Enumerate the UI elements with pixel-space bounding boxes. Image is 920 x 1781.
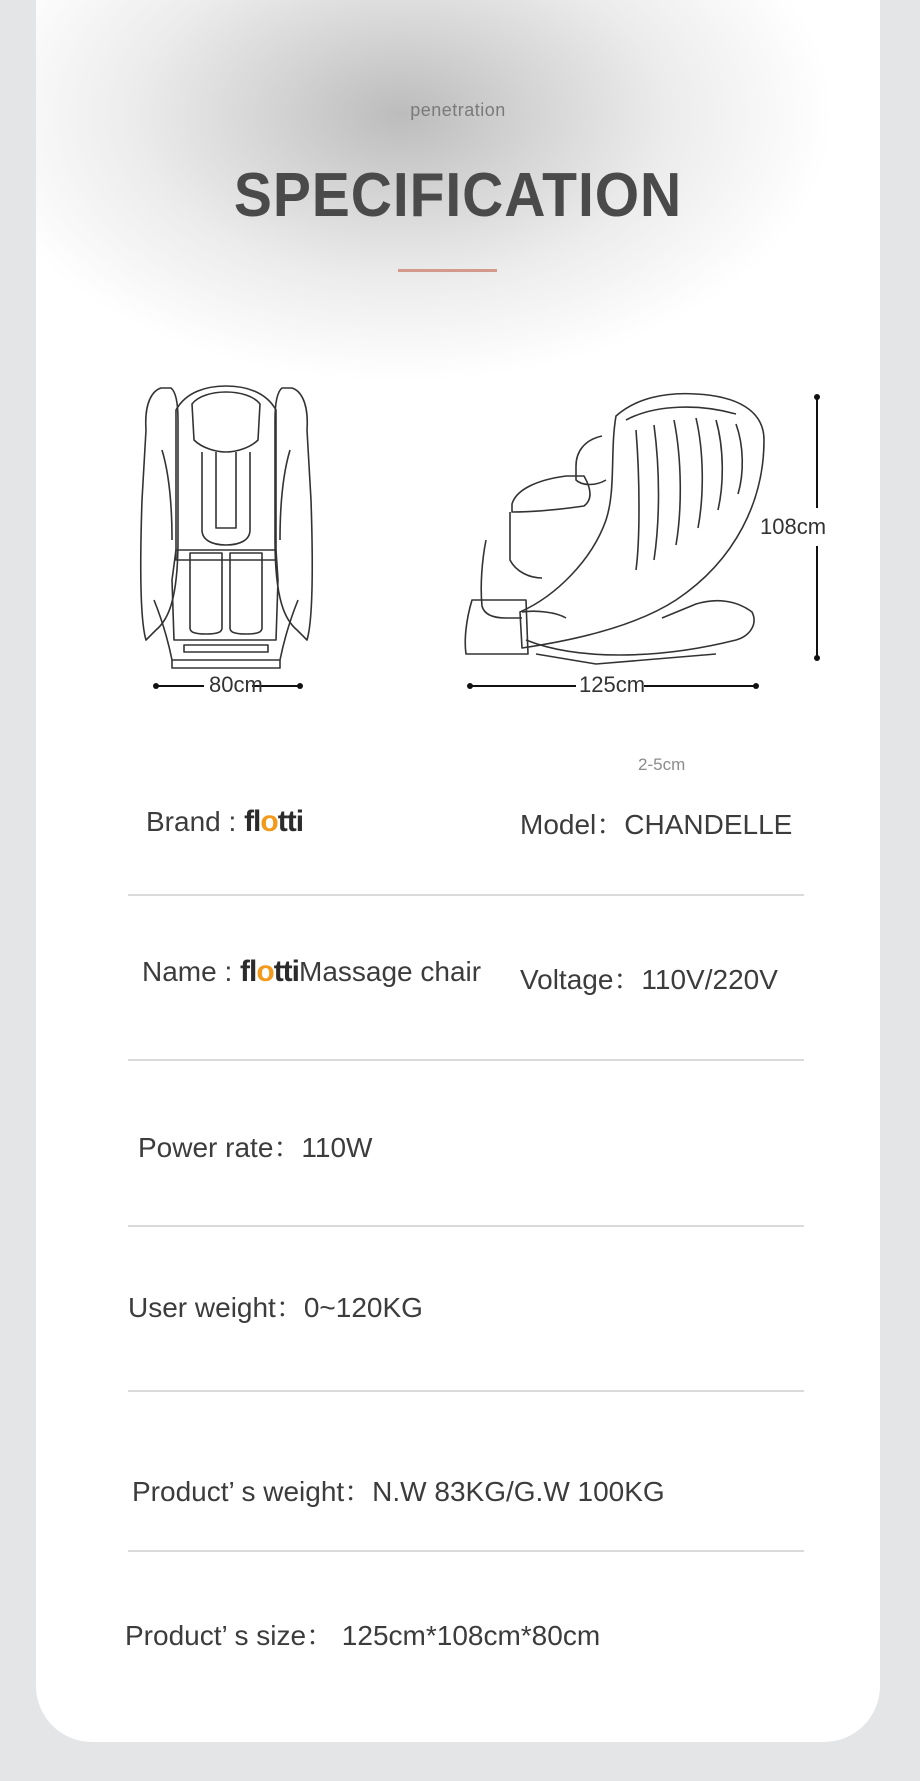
logo-text-pre: fl bbox=[244, 805, 261, 838]
gap-hint: 2-5cm bbox=[638, 755, 686, 774]
width-label: 80cm bbox=[209, 672, 263, 697]
model-value: Model：CHANDELLE bbox=[520, 809, 793, 840]
product-weight: Product’ s weight：N.W 83KG/G.W 100KG bbox=[132, 1476, 665, 1507]
name-row bbox=[142, 955, 481, 989]
logo-text-post: tti bbox=[277, 805, 304, 838]
brand-logo bbox=[244, 805, 303, 839]
divider bbox=[128, 1550, 804, 1552]
user-weight: User weight：0~120KG bbox=[128, 1292, 423, 1323]
header-subtitle: penetration bbox=[410, 100, 506, 120]
logo-text-pre: fl bbox=[240, 955, 257, 988]
logo-text-post: tti bbox=[273, 955, 300, 988]
name-logo bbox=[240, 955, 299, 989]
height-label: 108cm bbox=[760, 514, 827, 539]
power-rate: Power rate：110W bbox=[138, 1132, 373, 1163]
chair-front-view bbox=[141, 386, 312, 668]
name-suffix: Massage chair bbox=[299, 956, 482, 987]
name-label: Name : bbox=[142, 956, 233, 987]
spec-card bbox=[36, 0, 880, 1742]
chair-dimension-diagram bbox=[36, 0, 880, 720]
logo-text-o: o bbox=[256, 955, 274, 988]
voltage-value: Voltage：110V/220V bbox=[520, 964, 778, 995]
brand-row bbox=[146, 805, 303, 839]
divider bbox=[128, 1059, 804, 1061]
length-label: 125cm bbox=[579, 672, 646, 697]
divider bbox=[128, 1390, 804, 1392]
brand-label: Brand : bbox=[146, 806, 237, 837]
logo-text-o: o bbox=[260, 805, 278, 838]
divider bbox=[128, 1225, 804, 1227]
product-size: Product’ s size： 125cm*108cm*80cm bbox=[125, 1620, 601, 1651]
chair-side-view bbox=[465, 394, 764, 664]
divider bbox=[128, 894, 804, 896]
page-title: SPECIFICATION bbox=[233, 161, 683, 230]
